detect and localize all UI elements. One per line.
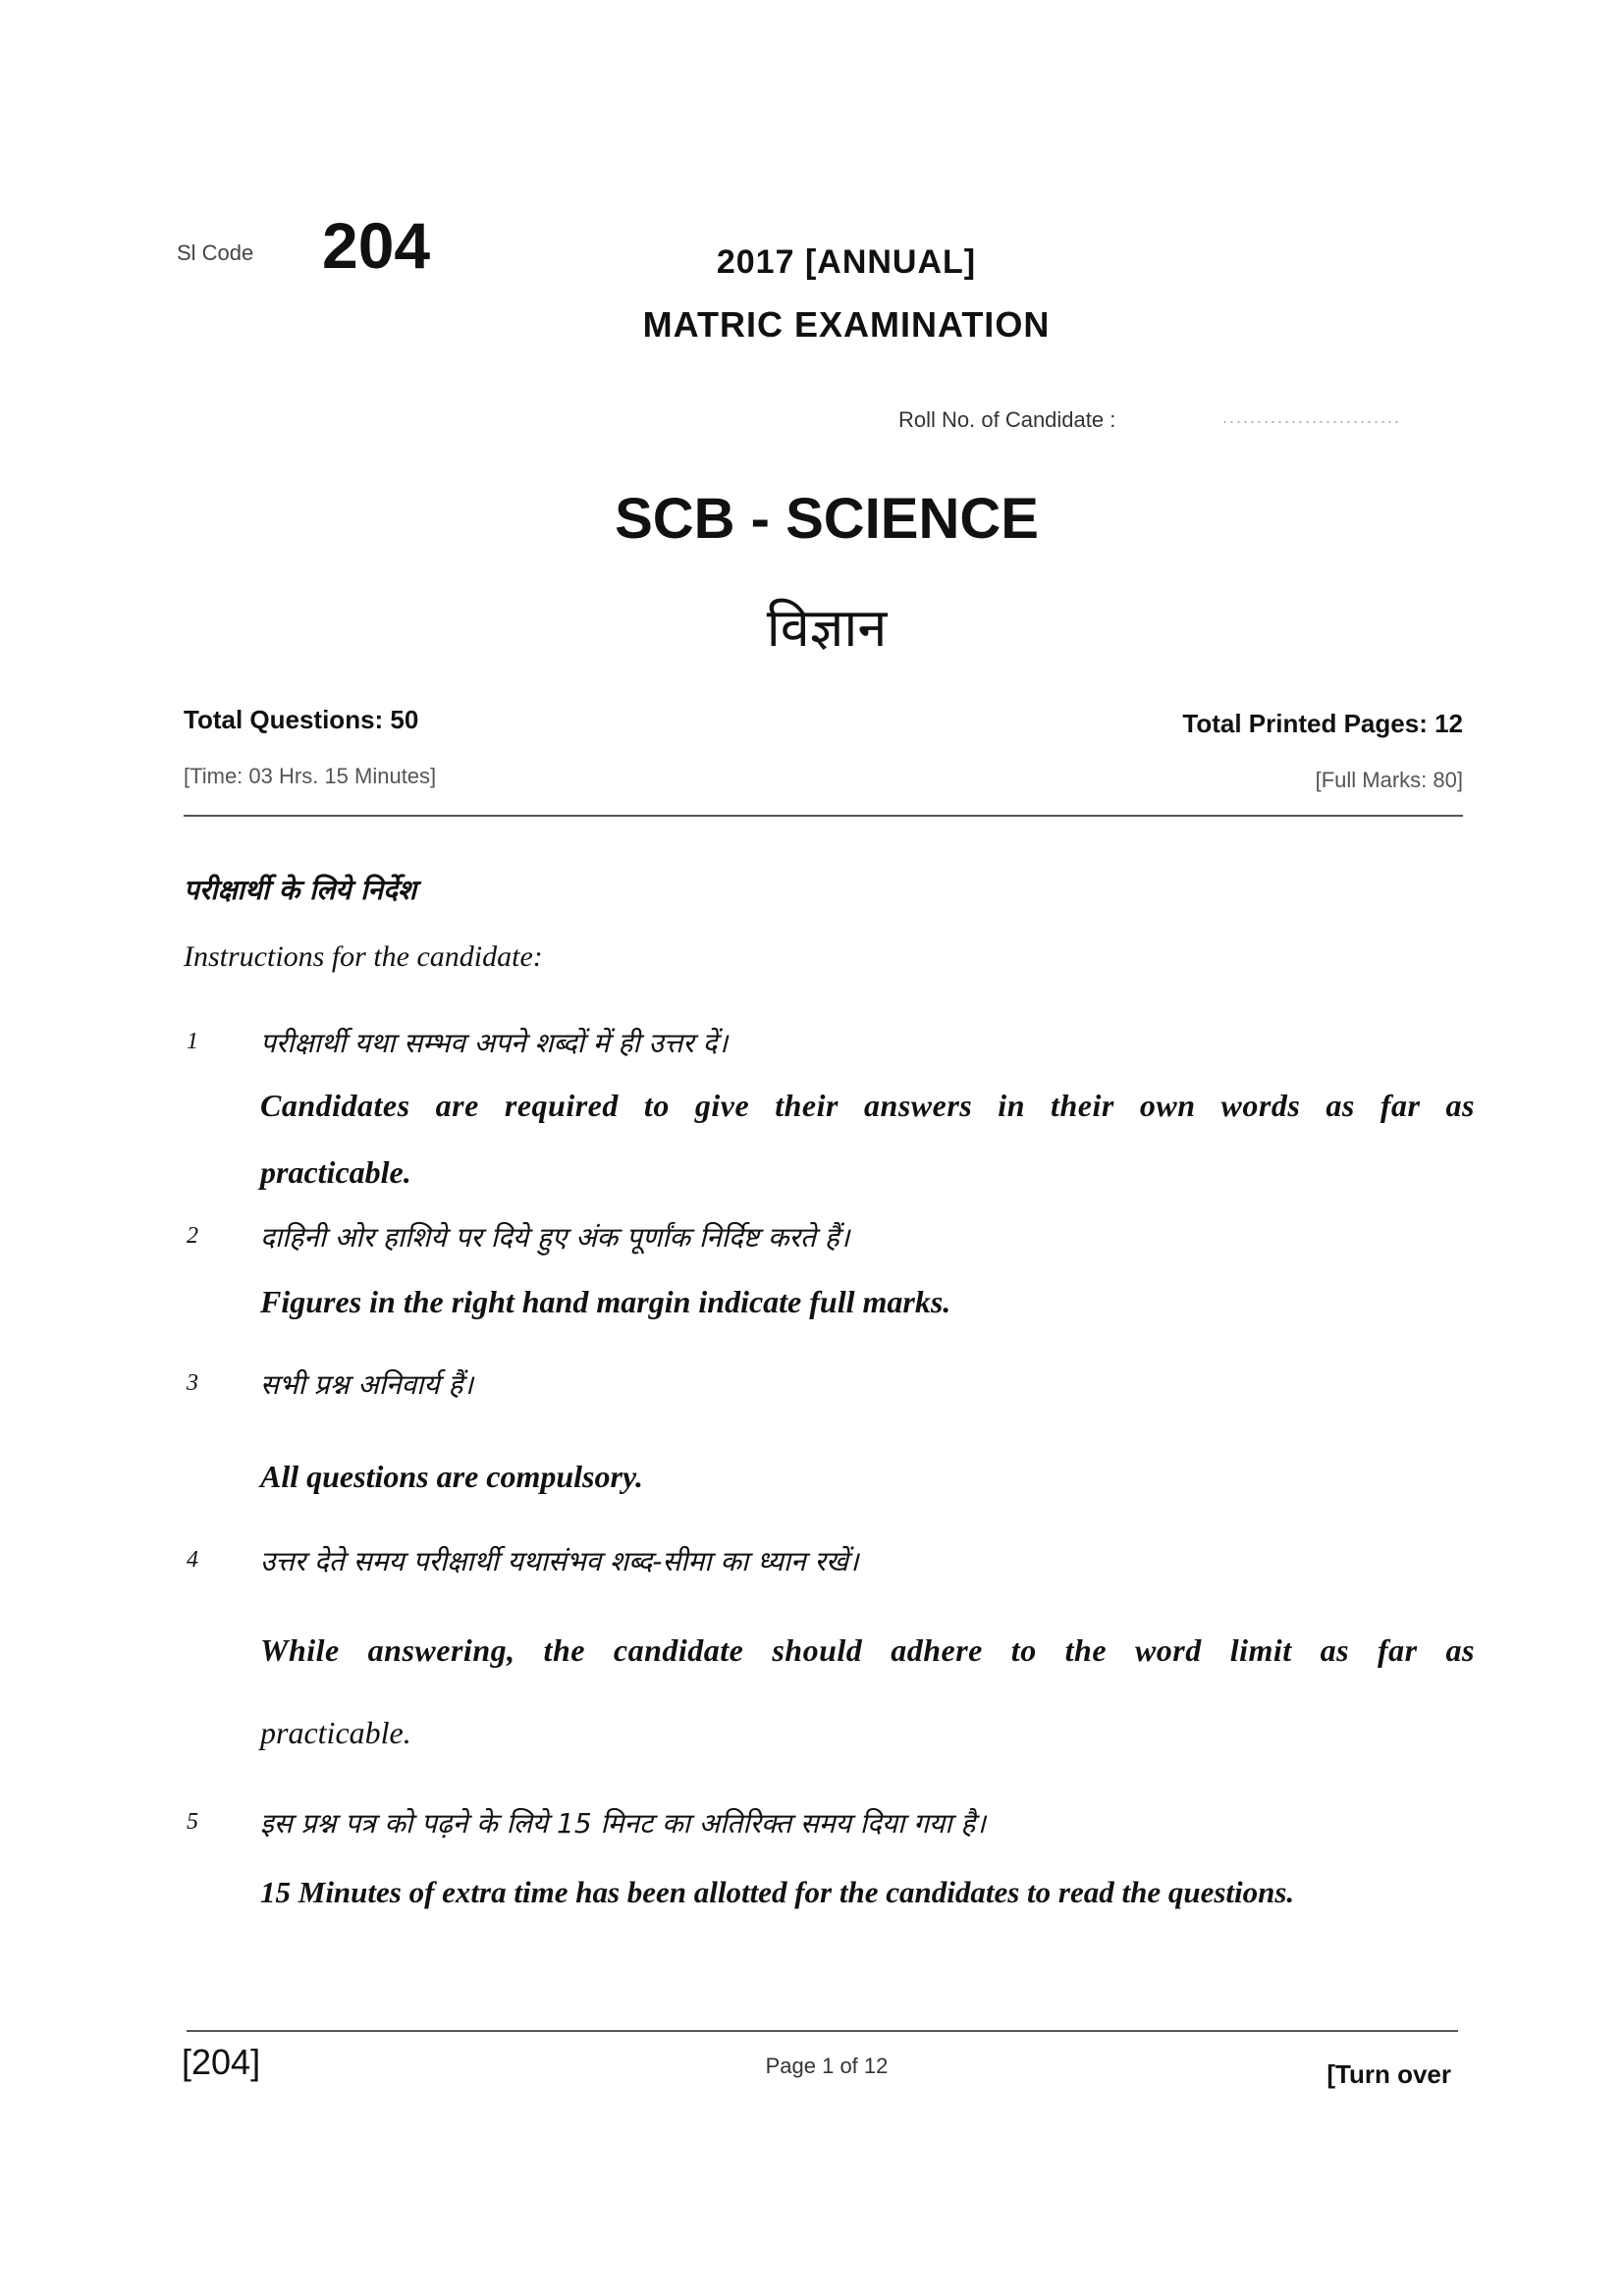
- item-english: Figures in the right hand margin indicate full marks.: [260, 1284, 951, 1319]
- full-marks: [Full Marks: 80]: [1315, 768, 1463, 792]
- item-hindi: सभी प्रश्न अनिवार्य हैं।: [260, 1368, 474, 1401]
- instructions-heading-hindi: परीक्षार्थी के लिये निर्देश: [184, 874, 417, 906]
- footer-code: [204]: [182, 2042, 261, 2082]
- footer-divider: [187, 2030, 1458, 2032]
- item-english: While answering, the candidate should adhere to the word limit as far as: [260, 1632, 1475, 1668]
- item-english: Candidates are required to give their answers in their own words as far as: [260, 1088, 1475, 1123]
- turn-over: [Turn over: [1326, 2059, 1451, 2089]
- exam-name: MATRIC EXAMINATION: [642, 304, 1051, 345]
- item-hindi: परीक्षार्थी यथा सम्भव अपने शब्दों में ही उत्तर दें।: [260, 1027, 729, 1059]
- item-hindi: इस प्रश्न पत्र को पढ़ने के लिये 15 मिनट का अतिरिक्त समय दिया गया है।: [260, 1807, 986, 1840]
- item-english: practicable.: [260, 1154, 411, 1190]
- sl-code-label: Sl Code: [177, 240, 254, 265]
- item-english: 15 Minutes of extra time has been allotted for the candidates to read the questions.: [260, 1875, 1295, 1909]
- time-allowed: [Time: 03 Hrs. 15 Minutes]: [184, 764, 437, 788]
- item-hindi: दाहिनी ओर हाशिये पर दिये हुए अंक पूर्णांक निर्दिष्ट करते हैं।: [260, 1221, 850, 1254]
- total-pages: Total Printed Pages: 12: [1182, 709, 1463, 738]
- item-number: 1: [187, 1029, 198, 1054]
- item-hindi: उत्तर देते समय परीक्षार्थी यथासंभव शब्द-सीमा का ध्यान रखें।: [260, 1545, 859, 1577]
- year-line: 2017 [ANNUAL]: [716, 243, 977, 281]
- header-divider: [184, 815, 1463, 817]
- item-number: 2: [187, 1223, 198, 1249]
- item-number: 4: [187, 1547, 198, 1573]
- total-questions: Total Questions: 50: [184, 705, 419, 734]
- sl-code: 204: [322, 209, 431, 282]
- item-number: 5: [187, 1809, 198, 1835]
- item-english: All questions are compulsory.: [260, 1459, 643, 1494]
- item-english: practicable.: [260, 1715, 411, 1750]
- item-number: 3: [187, 1370, 198, 1396]
- roll-no-label: Roll No. of Candidate :: [898, 407, 1116, 432]
- roll-no-field: ..........................: [1222, 407, 1402, 427]
- subject-title: SCB - SCIENCE: [615, 487, 1039, 551]
- page-number: Page 1 of 12: [765, 2054, 889, 2078]
- instructions-heading-english: Instructions for the candidate:: [184, 940, 543, 973]
- subject-title-hindi: विज्ञान: [766, 597, 888, 659]
